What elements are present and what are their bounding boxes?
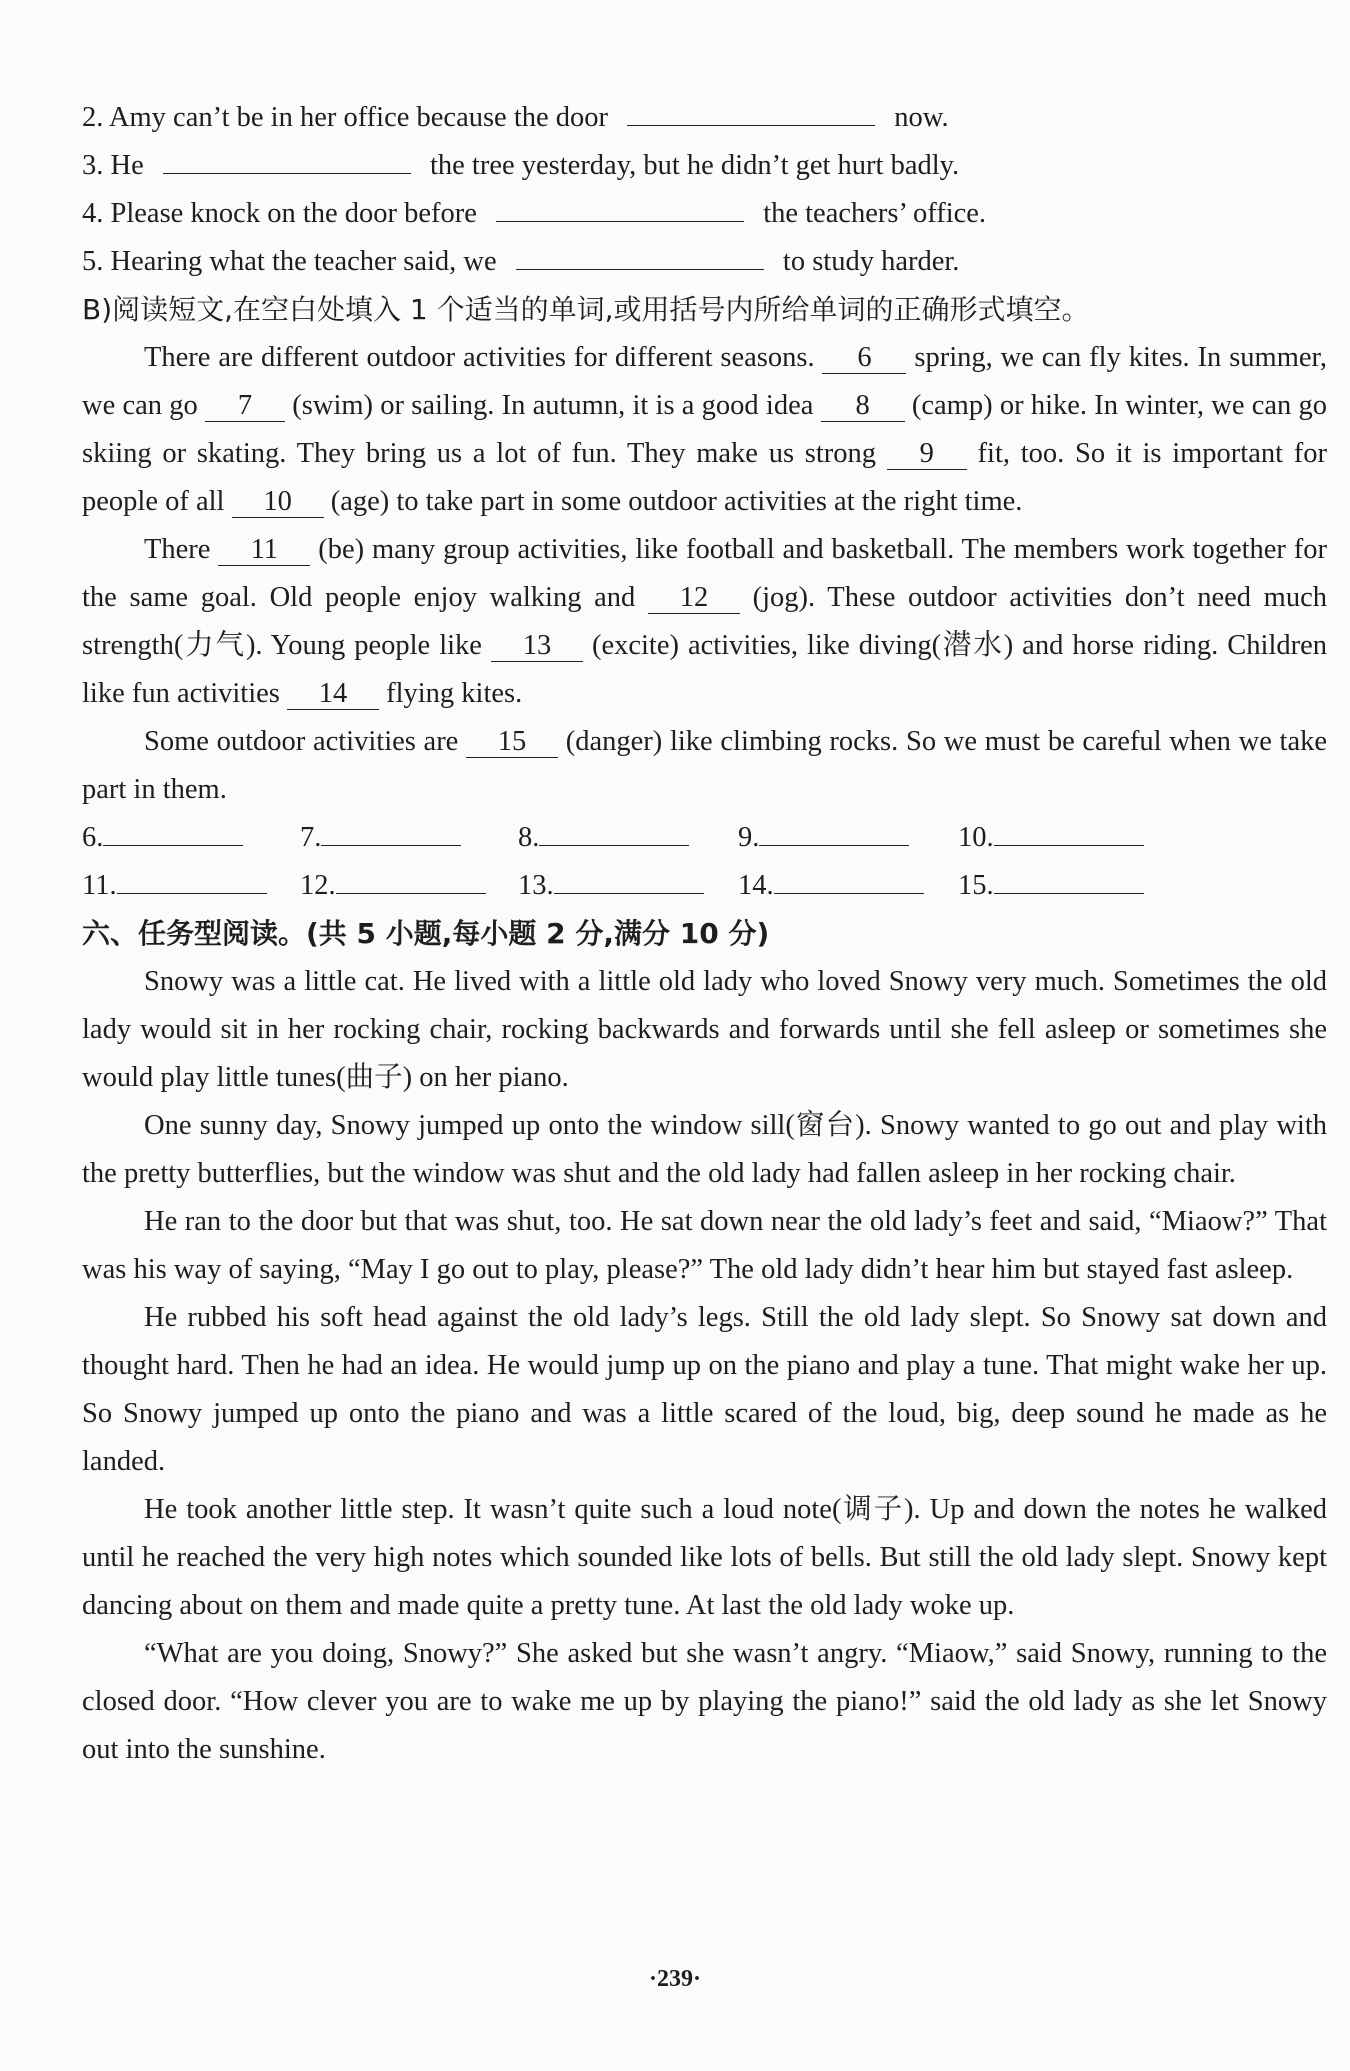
passage-text: flying kites. — [386, 678, 523, 709]
blank-14[interactable]: 14 — [287, 679, 379, 710]
passage-text: (be) many group activities, like football and basketball. The members work together for the same goal. Old people enjoy walking and — [82, 534, 1328, 613]
exercise-a-item-5 — [82, 238, 1327, 286]
blank-6[interactable]: 6 — [822, 343, 906, 374]
story-paragraph-1: Snowy was a little cat. He lived with a little old lady who loved Snowy very much. Sometimes the old lady would sit in her rocking chair, rocking backwards and forwards until she fell asleep or sometimes she would play little tunes(曲子) on her piano. — [82, 966, 1327, 1093]
passage-text: (danger) like climbing rocks. So we must be careful when we take part in them. — [82, 726, 1328, 805]
exercise-b-instruction: B)阅读短文,在空白处填入 1 个适当的单词,或用括号内所给单词的正确形式填空。 — [82, 293, 1090, 326]
answer-slot-10[interactable]: 10. — [958, 814, 1144, 862]
item-text-after: the tree yesterday, but he didn’t get hurt badly. — [429, 150, 960, 181]
passage-text: fit, too. So it is important for people of all — [82, 438, 1328, 517]
passage-text: (swim) or sailing. In autumn, it is a good idea — [292, 390, 814, 421]
item-text-before: 4. Please knock on the door before — [82, 198, 477, 229]
item-text-before: 3. He — [82, 150, 144, 181]
item-text-before: 2. Amy can’t be in her office because the door — [82, 102, 609, 133]
answer-blank[interactable] — [627, 95, 875, 126]
answer-row-1 — [82, 814, 1327, 862]
answer-row-2 — [82, 862, 1327, 910]
answer-slot-8[interactable]: 8. — [518, 814, 689, 862]
story-paragraph-2: One sunny day, Snowy jumped up onto the window sill(窗台). Snowy wanted to go out and play with the pretty butterflies, but the window was shut and the old lady had fallen asleep in her rocking chair. — [82, 1110, 1327, 1189]
answer-slot-6[interactable]: 6. — [82, 814, 243, 862]
blank-11[interactable]: 11 — [218, 535, 310, 566]
exercise-b-paragraph-1 — [82, 334, 1327, 526]
item-text-after: now. — [894, 102, 949, 133]
page-content — [82, 94, 1327, 1774]
blank-8[interactable]: 8 — [821, 391, 905, 422]
blank-13[interactable]: 13 — [491, 631, 583, 662]
page-number: ·239· — [648, 1966, 701, 1992]
passage-text: (age) to take part in some outdoor activities at the right time. — [330, 486, 1023, 517]
blank-9[interactable]: 9 — [887, 439, 967, 470]
passage-text: Some outdoor activities are — [144, 726, 459, 757]
passage-text: (camp) or hike. In winter, we can go skiing or skating. They bring us a lot of fun. They make us strong — [82, 390, 1328, 469]
item-text-after: to study harder. — [782, 246, 960, 277]
story-paragraph-3: He ran to the door but that was shut, too. He sat down near the old lady’s feet and said, “Miaow?” That was his way of saying, “May I go out to play, please?” The old lady didn’t hear him but stayed fast asleep. — [82, 1206, 1327, 1285]
answer-blank[interactable] — [516, 239, 764, 270]
answer-slot-7[interactable]: 7. — [300, 814, 461, 862]
passage-text: There are different outdoor activities for different seasons. — [144, 342, 815, 373]
answer-blank[interactable] — [496, 191, 744, 222]
answer-blank[interactable] — [163, 143, 411, 174]
answer-slot-11[interactable]: 11. — [82, 862, 267, 910]
exercise-b-paragraph-2 — [82, 526, 1327, 718]
blank-15[interactable]: 15 — [466, 727, 558, 758]
passage-text: (jog). These outdoor activities don’t need much strength(力气). Young people like — [82, 582, 1327, 661]
answer-slot-13[interactable]: 13. — [518, 862, 704, 910]
passage-text: spring, we can fly kites. In summer, we can go — [82, 342, 1327, 421]
story-paragraph-6: “What are you doing, Snowy?” She asked but she wasn’t angry. “Miaow,” said Snowy, running to the closed door. “How clever you are to wake me up by playing the piano!” said the old lady as she let Snowy out into the sunshine. — [82, 1638, 1327, 1765]
exercise-a-item-2 — [82, 94, 1327, 142]
exercise-a-item-3 — [82, 142, 1327, 190]
answer-slot-14[interactable]: 14. — [738, 862, 924, 910]
item-text-before: 5. Hearing what the teacher said, we — [82, 246, 497, 277]
passage-text: (excite) activities, like diving(潜水) and horse riding. Children like fun activities — [82, 630, 1328, 709]
blank-10[interactable]: 10 — [232, 487, 324, 518]
answer-slot-15[interactable]: 15. — [958, 862, 1144, 910]
item-text-after: the teachers’ office. — [763, 198, 987, 229]
answer-slot-12[interactable]: 12. — [300, 862, 486, 910]
section-6-heading: 六、任务型阅读。(共 5 小题,每小题 2 分,满分 10 分) — [82, 917, 770, 950]
exercise-a-item-4 — [82, 190, 1327, 238]
answer-slot-9[interactable]: 9. — [738, 814, 909, 862]
blank-7[interactable]: 7 — [205, 391, 285, 422]
exercise-b-paragraph-3 — [82, 718, 1327, 814]
story-paragraph-5: He took another little step. It wasn’t quite such a loud note(调子). Up and down the notes he walked until he reached the very high notes which sounded like lots of bells. But still the old lady slept. Snowy kept dancing about on them and made quite a pretty tune. At last the old lady woke up. — [82, 1494, 1327, 1621]
story-paragraph-4: He rubbed his soft head against the old lady’s legs. Still the old lady slept. So Snowy sat down and thought hard. Then he had an idea. He would jump up on the piano and play a tune. That might wake her up. So Snowy jumped up onto the piano and was a little scared of the loud, big, deep sound he made as he landed. — [82, 1302, 1327, 1477]
blank-12[interactable]: 12 — [648, 583, 740, 614]
passage-text: There — [144, 534, 211, 565]
